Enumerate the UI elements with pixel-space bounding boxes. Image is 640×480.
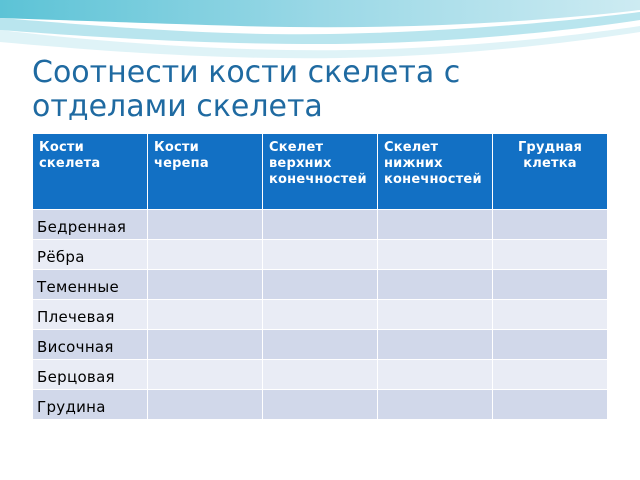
answer-cell[interactable] <box>378 360 493 390</box>
answer-cell[interactable] <box>378 270 493 300</box>
answer-cell[interactable] <box>148 240 263 270</box>
bone-name: Грудина <box>33 390 148 420</box>
answer-cell[interactable] <box>148 330 263 360</box>
answer-cell[interactable] <box>493 210 608 240</box>
answer-cell[interactable] <box>378 330 493 360</box>
table-row <box>33 210 608 240</box>
table-row <box>33 330 608 360</box>
bone-name: Височная <box>33 330 148 360</box>
answer-cell[interactable] <box>378 390 493 420</box>
answer-cell[interactable] <box>148 270 263 300</box>
answer-cell[interactable] <box>378 240 493 270</box>
table-row <box>33 300 608 330</box>
slide-title: Соотнести кости скелета с отделами скелета <box>32 55 461 124</box>
table-row <box>33 240 608 270</box>
bone-name: Бедренная <box>33 210 148 240</box>
answer-cell[interactable] <box>263 330 378 360</box>
table-row <box>33 360 608 390</box>
answer-cell[interactable] <box>263 390 378 420</box>
header-skull: Кости черепа <box>148 134 263 210</box>
table-row <box>33 390 608 420</box>
answer-cell[interactable] <box>493 240 608 270</box>
answer-cell[interactable] <box>493 330 608 360</box>
answer-cell[interactable] <box>378 300 493 330</box>
header-upper-limbs: Скелет верхних конечностей <box>263 134 378 210</box>
header-bones: Кости скелета <box>33 134 148 210</box>
answer-cell[interactable] <box>263 300 378 330</box>
answer-cell[interactable] <box>263 270 378 300</box>
bone-name: Плечевая <box>33 300 148 330</box>
answer-cell[interactable] <box>378 210 493 240</box>
answer-cell[interactable] <box>493 360 608 390</box>
answer-cell[interactable] <box>263 210 378 240</box>
answer-cell[interactable] <box>148 390 263 420</box>
matching-table <box>32 133 608 420</box>
header-chest: Грудная клетка <box>493 134 608 210</box>
bone-name: Рёбра <box>33 240 148 270</box>
answer-cell[interactable] <box>148 300 263 330</box>
table-header-row <box>33 134 608 210</box>
answer-cell[interactable] <box>493 300 608 330</box>
answer-cell[interactable] <box>148 210 263 240</box>
bone-name: Берцовая <box>33 360 148 390</box>
answer-cell[interactable] <box>263 360 378 390</box>
answer-cell[interactable] <box>493 270 608 300</box>
answer-cell[interactable] <box>148 360 263 390</box>
bone-name: Теменные <box>33 270 148 300</box>
answer-cell[interactable] <box>493 390 608 420</box>
answer-cell[interactable] <box>263 240 378 270</box>
header-lower-limbs: Скелет нижних конечностей <box>378 134 493 210</box>
table-row <box>33 270 608 300</box>
